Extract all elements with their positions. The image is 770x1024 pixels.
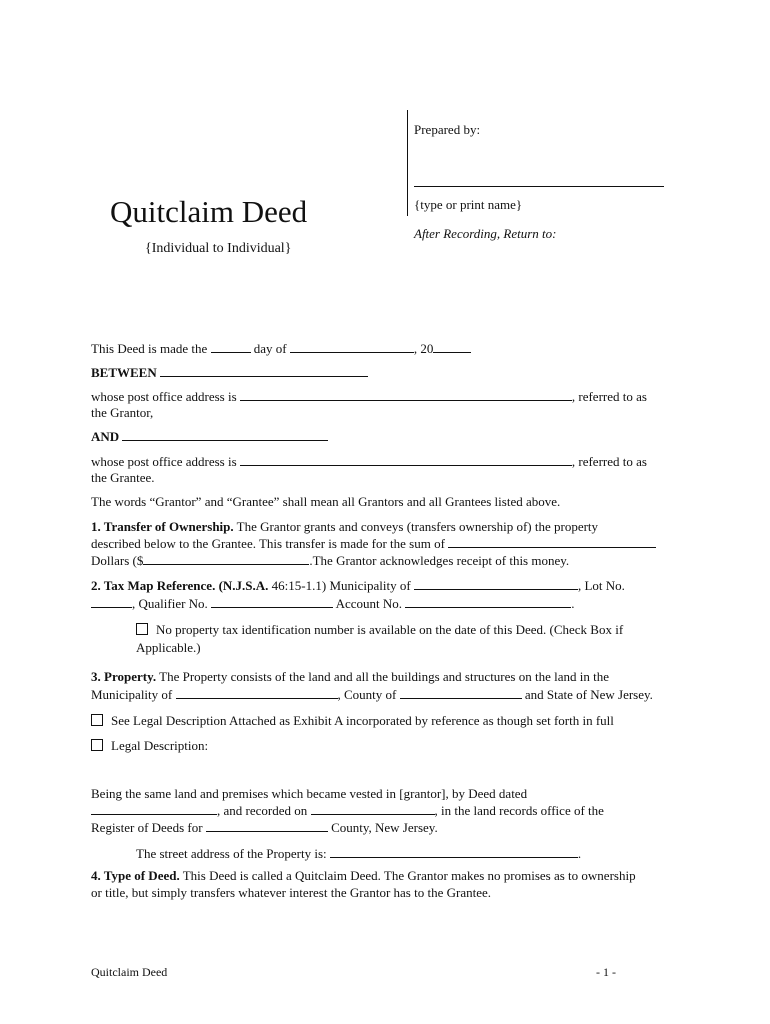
header-divider: [407, 110, 408, 216]
grantee-name-blank: [122, 429, 328, 441]
section1-line1: 1. Transfer of Ownership. The Grantor grants and conveys (transfers ownership of) the property: [91, 519, 599, 534]
being-same-line3: Register of Deeds for County, New Jersey.: [91, 820, 438, 835]
section4-heading: 4. Type of Deed.: [91, 868, 180, 883]
the-grantee-text: the Grantee.: [91, 470, 155, 485]
prepared-by-line: [414, 186, 664, 187]
grantor-address-blank: [240, 389, 572, 401]
section4-line2: or title, but simply transfers whatever interest the Grantor has to the Grantee.: [91, 885, 491, 900]
no-tax-id-row[interactable]: [136, 621, 623, 638]
section1-heading: 1. Transfer of Ownership.: [91, 519, 234, 534]
qualifier-blank: [211, 596, 333, 608]
section2-heading: 2. Tax Map Reference.: [91, 578, 216, 593]
section2-line1: 2. Tax Map Reference. (N.J.S.A. 46:15-1.1) Municipality of , Lot No.: [91, 578, 625, 593]
section3-line1: 3. Property. The Property consists of the land and all the buildings and structures on the land in the: [91, 669, 609, 684]
property-county-blank: [400, 687, 522, 699]
municipality-blank: [414, 578, 578, 590]
after-recording-label: After Recording, Return to:: [414, 226, 557, 241]
grantee-address-line: whose post office address is , referred to as: [91, 454, 647, 469]
sum-amount-blank: [143, 553, 309, 565]
page-number: - 1 -: [596, 965, 616, 979]
section4-line1: 4. Type of Deed. This Deed is called a Quitclaim Deed. The Grantor makes no promises as to ownership: [91, 868, 636, 883]
the-grantor-text: the Grantor,: [91, 405, 154, 420]
grantor-name-blank: [160, 365, 368, 377]
between-line: BETWEEN: [91, 364, 368, 381]
legal-desc-checkbox[interactable]: [91, 739, 103, 751]
grantor-address-line: whose post office address is , referred to as: [91, 389, 647, 404]
register-county-blank: [206, 820, 328, 832]
year-blank: [433, 341, 471, 353]
page-subtitle: {Individual to Individual}: [145, 241, 292, 256]
street-address-line: The street address of the Property is: .: [136, 846, 582, 861]
deed-date-line: This Deed is made the day of , 20: [91, 340, 471, 357]
prepared-by-label: Prepared by:: [414, 122, 481, 137]
footer-title: Quitclaim Deed: [91, 965, 168, 979]
sum-words-blank: [448, 536, 656, 548]
grantee-address-blank: [240, 454, 572, 466]
being-same-line1: Being the same land and premises which became vested in [grantor], by Deed dated: [91, 786, 528, 801]
recorded-on-blank: [311, 803, 435, 815]
section1-line3: Dollars ($ .The Grantor acknowledges receipt of this money.: [91, 553, 570, 568]
lot-blank: [91, 596, 132, 608]
property-municipality-blank: [176, 687, 338, 699]
section1-line2: described below to the Grantee. This transfer is made for the sum of: [91, 535, 656, 552]
section3-line2: Municipality of , County of and State of New Jersey.: [91, 687, 653, 702]
month-blank: [290, 341, 414, 353]
no-tax-id-label: No property tax identification number is available on the date of this Deed. (Check Box if: [156, 622, 624, 637]
street-address-blank: [330, 846, 578, 858]
no-tax-id-label-cont: Applicable.): [136, 640, 201, 655]
day-blank: [211, 341, 251, 353]
section2-line2: , Qualifier No. Account No. .: [91, 595, 575, 612]
being-same-line2: , and recorded on , in the land records office of the: [91, 802, 604, 819]
no-tax-id-checkbox[interactable]: [136, 623, 148, 635]
legal-desc-row[interactable]: [91, 737, 208, 754]
page-title: Quitclaim Deed: [110, 194, 308, 229]
deed-dated-blank: [91, 803, 217, 815]
type-or-print-label: {type or print name}: [414, 197, 523, 212]
and-line: AND: [91, 428, 328, 445]
section3-heading: 3. Property.: [91, 669, 157, 684]
legal-desc-label: Legal Description:: [111, 738, 209, 753]
account-blank: [405, 596, 571, 608]
words-definition: The words “Grantor” and “Grantee” shall mean all Grantors and all Grantees listed above.: [91, 494, 561, 509]
see-legal-row[interactable]: [91, 712, 614, 729]
see-legal-label: See Legal Description Attached as Exhibit A incorporated by reference as though set forth in full: [111, 713, 614, 728]
see-legal-checkbox[interactable]: [91, 714, 103, 726]
